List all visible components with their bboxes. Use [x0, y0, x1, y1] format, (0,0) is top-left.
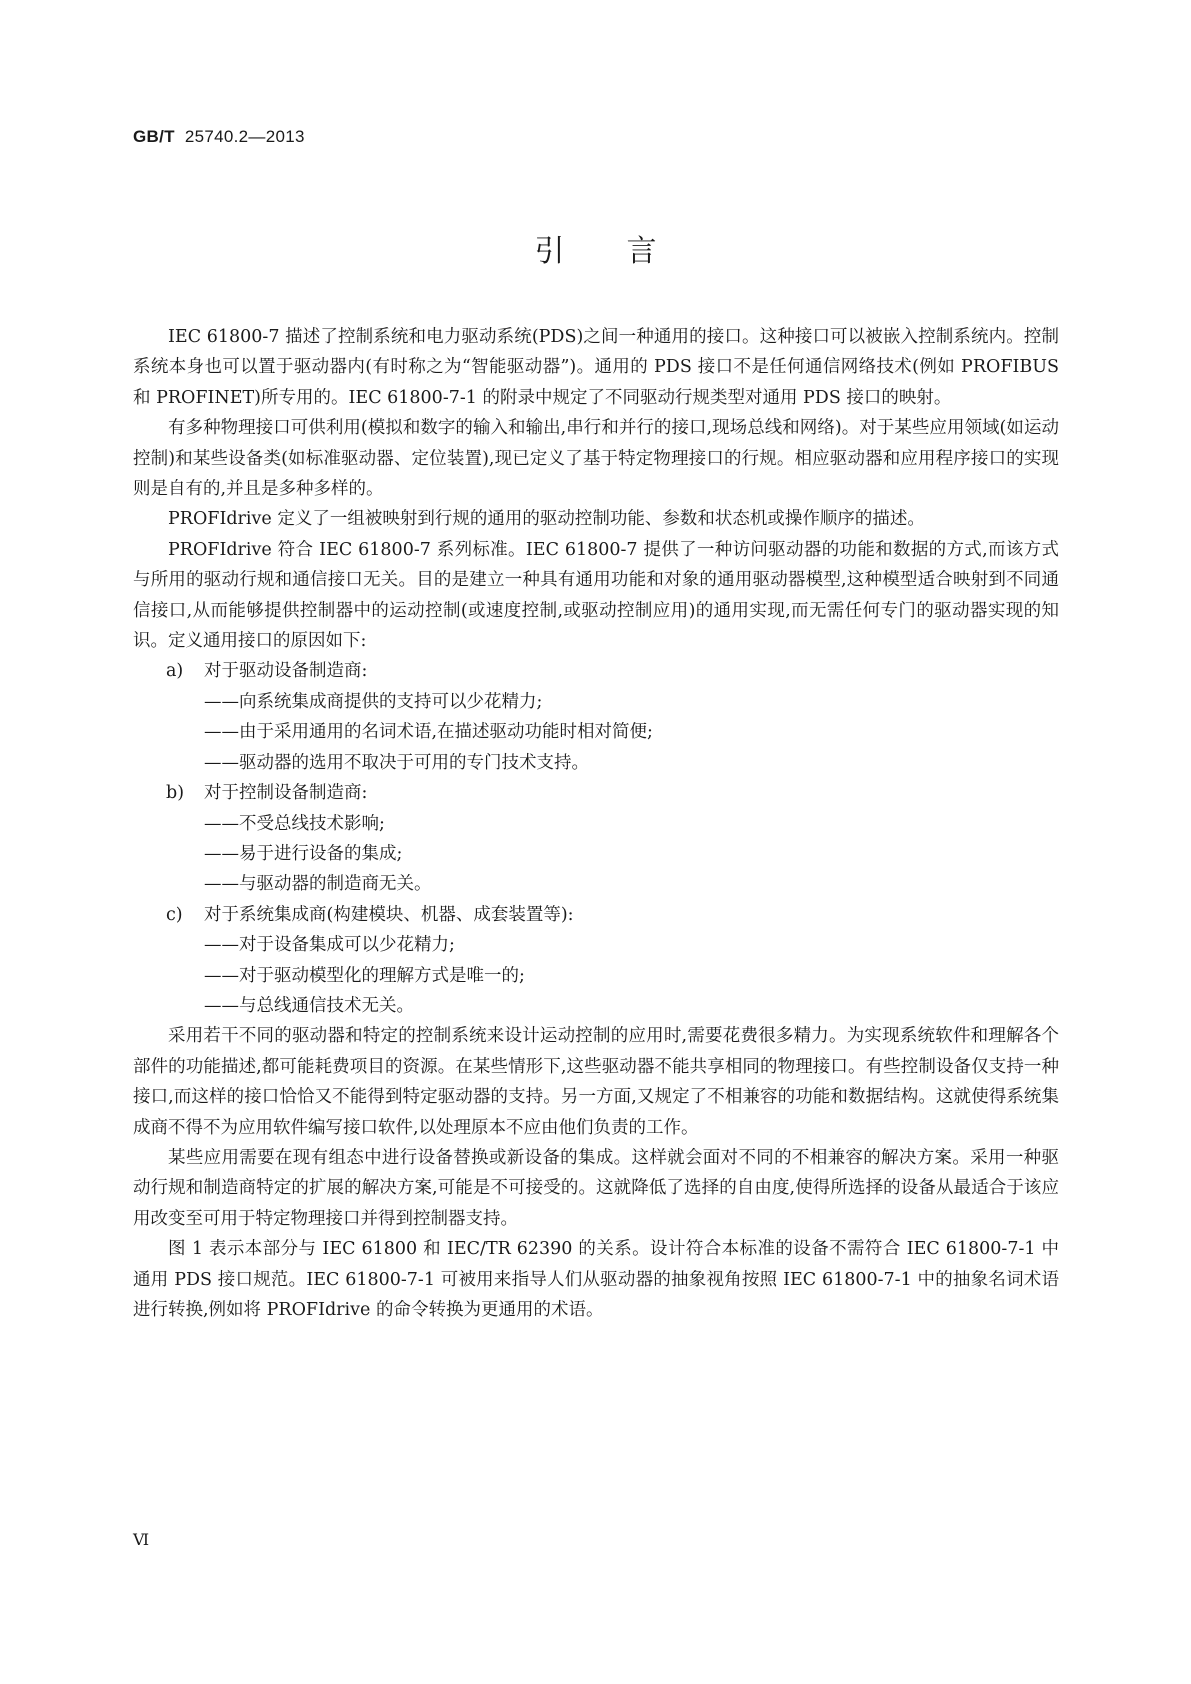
list-text: 对于控制设备制造商:	[204, 783, 368, 804]
page-number: Ⅵ	[133, 1532, 150, 1549]
list-text: 对于系统集成商(构建模块、机器、成套装置等):	[204, 904, 574, 925]
list-item	[133, 900, 1059, 930]
paragraph: PROFIdrive 符合 IEC 61800-7 系列标准。IEC 61800-7 提供了一种访问驱动器的功能和数据的方式,而该方式与所用的驱动行规和通信接口无关。目的是建立一种具有通用功能和对象的通用驱动器模型,这种模型适合映射到不同通信接口,从而能够提供控制器中的运动控制(或速度控制,或驱动控制应用)的通用实现,而无需任何专门的驱动器实现的知识。定义通用接口的原因如下:	[133, 539, 1059, 652]
standard-code: GB/T	[133, 127, 175, 146]
paragraph: 采用若干不同的驱动器和特定的控制系统来设计运动控制的应用时,需要花费很多精力。为实现系统软件和理解各个部件的功能描述,都可能耗费项目的资源。在某些情形下,这些驱动器不能共享相同的物理接口。有些控制设备仅支持一种接口,而这样的接口恰恰又不能得到特定驱动器的支持。另一方面,又规定了不相兼容的功能和数据结构。这就使得系统集成商不得不为应用软件编写接口软件,以处理原本不应由他们负责的工作。	[133, 1026, 1059, 1138]
sub-list-item: ——与驱动器的制造商无关。	[204, 874, 432, 895]
sub-list-item: ——向系统集成商提供的支持可以少花精力;	[204, 691, 543, 712]
paragraph: 图 1 表示本部分与 IEC 61800 和 IEC/TR 62390 的关系。设计符合本标准的设备不需符合 IEC 61800-7-1 中通用 PDS 接口规范。IEC 61800-7-1 可被用来指导人们从驱动器的抽象视角按照 IEC 61800-7-1 中的抽象名词术语进行转换,例如将 PROFIdrive 的命令转换为更通用的术语。	[133, 1239, 1059, 1320]
standard-year: 25740.2—2013	[184, 127, 305, 146]
list-label: c)	[166, 904, 183, 925]
standard-number	[133, 127, 305, 147]
list-label: b)	[166, 783, 185, 804]
paragraph: PROFIdrive 定义了一组被映射到行规的通用的驱动控制功能、参数和状态机或操作顺序的描述。	[168, 509, 925, 530]
sub-list-item: ——不受总线技术影响;	[204, 813, 385, 834]
document-body	[133, 322, 1059, 1325]
list-text: 对于驱动设备制造商:	[204, 661, 368, 682]
list-item	[133, 778, 1059, 808]
page-title	[0, 226, 1191, 270]
list-label: a)	[166, 661, 184, 682]
paragraph: IEC 61800-7 描述了控制系统和电力驱动系统(PDS)之间一种通用的接口。这种接口可以被嵌入控制系统内。控制系统本身也可以置于驱动器内(有时称之为“智能驱动器”)。通用的 PDS 接口不是任何通信网络技术(例如 PROFIBUS 和 PROFINET)所专用的。IEC 61800-7-1 的附录中规定了不同驱动行规类型对通用 PDS 接口的映射。	[133, 327, 1059, 408]
sub-list-item: ——与总线通信技术无关。	[204, 995, 414, 1016]
sub-list-item: ——对于设备集成可以少花精力;	[204, 935, 455, 956]
title-char-1: 引	[534, 234, 565, 269]
paragraph: 某些应用需要在现有组态中进行设备替换或新设备的集成。这样就会面对不同的不相兼容的解决方案。采用一种驱动行规和制造商特定的扩展的解决方案,可能是不可接受的。这就降低了选择的自由度,使得所选择的设备从最适合于该应用改变至可用于特定物理接口并得到控制器支持。	[133, 1147, 1059, 1229]
sub-list-item: ——驱动器的选用不取决于可用的专门技术支持。	[204, 752, 589, 773]
title-char-2: 言	[626, 234, 657, 269]
sub-list-item: ——由于采用通用的名词术语,在描述驱动功能时相对简便;	[204, 722, 653, 743]
sub-list-item: ——对于驱动模型化的理解方式是唯一的;	[204, 965, 525, 986]
sub-list-item: ——易于进行设备的集成;	[204, 843, 403, 864]
paragraph: 有多种物理接口可供利用(模拟和数字的输入和输出,串行和并行的接口,现场总线和网络)。对于某些应用领域(如运动控制)和某些设备类(如标准驱动器、定位装置),现已定义了基于特定物理接口的行规。相应驱动器和应用程序接口的实现则是自有的,并且是多种多样的。	[133, 418, 1059, 500]
list-item	[133, 656, 1059, 686]
